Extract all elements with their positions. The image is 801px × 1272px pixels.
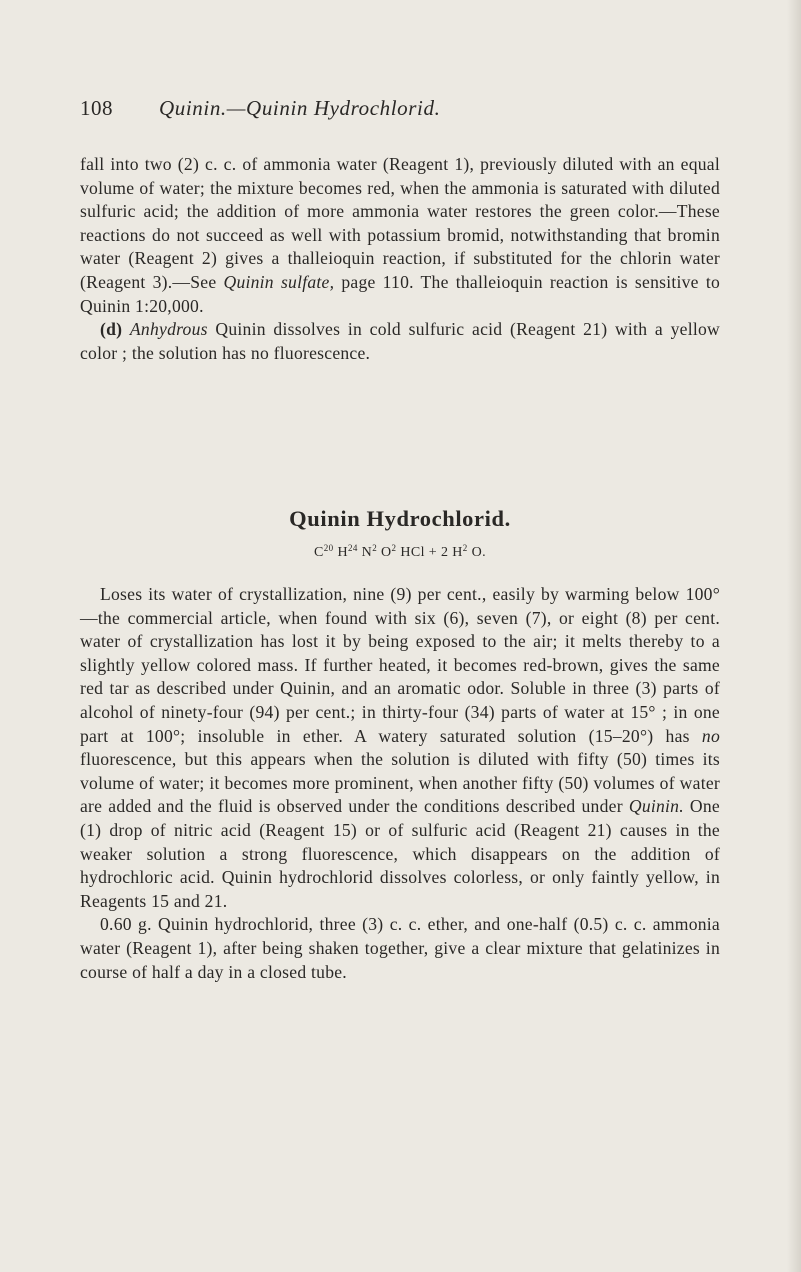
formula-part: HCl + 2 H — [396, 545, 463, 560]
chemical-formula — [80, 543, 720, 561]
text-span: fluorescence, but this appears when the solution is diluted with fifty (50) times its volume of water; it becomes more prominent, when another fifty (50) volumes of water are added and the fluid is observed under the conditions described under — [80, 749, 720, 817]
paragraph-anhydrous — [80, 318, 720, 365]
text-span: fall into two (2) c. c. of ammonia water (Reagent 1), previously diluted with an equal volume of water; the mixture becomes red, when the ammonia is saturated with diluted sulfuric acid; the addition of more ammonia water restores the green color.—These reactions do not succeed as well with potassium bromid, notwithstanding that bromin water (Reagent 2) gives a thalleioquin reaction, if substituted for the chlorin water (Reagent 3).—See — [80, 154, 720, 292]
formula-superscript: 2 — [462, 543, 468, 553]
text-span: Quinin dissolves in cold sulfuric acid (Reagent 21) with a yellow color ; the solution has no fluorescence. — [80, 319, 720, 363]
page-number: 108 — [80, 96, 113, 120]
text-span: page 110. The thalleioquin reaction is sensitive to Quinin 1:20,000. — [80, 271, 721, 316]
italic-term: Anhydrous — [129, 319, 208, 340]
italic-reference: Quinin. — [628, 796, 684, 817]
formula-superscript: 24 — [347, 543, 358, 553]
paragraph-thalleioquin — [80, 153, 720, 318]
formula-part: N — [357, 545, 373, 560]
formula-superscript: 2 — [372, 543, 378, 553]
paragraph-properties — [80, 583, 720, 913]
formula-superscript: 20 — [323, 543, 334, 553]
running-head: Quinin.—Quinin Hydrochlorid. — [159, 96, 441, 120]
italic-reference: Quinin sulfate, — [223, 271, 335, 292]
formula-part: O — [377, 545, 392, 560]
formula-superscript: 2 — [391, 543, 397, 553]
text-span: One (1) drop of nitric acid (Reagent 15) or of sulfuric acid (Reagent 21) causes in the weaker solution a strong fluorescence, which disappears on the addition of hydrochloric acid. Quinin hydrochlorid dissolves colorless, or only faintly yellow, in Reagents 15 and 21. — [80, 796, 720, 911]
italic-term: no — [701, 725, 720, 746]
page-header — [80, 96, 720, 130]
text-span: Loses its water of crystallization, nine (9) per cent., easily by warming below 100°—the commercial article, when found with six (6), seven (7), or eight (8) per cent. water of crystallization has lost it by being exposed to the air; it melts thereby to a slightly yellow colored mass. If further heated, it becomes red-brown, gives the same red tar as described under Quinin, and an aromatic odor. Soluble in three (3) parts of alcohol of ninety-four (94) per cent.; in thirty-four (34) parts of water at 15° ; in one part at 100°; insoluble in ether. A watery saturated solution (15–20°) has — [80, 584, 720, 746]
section-quinin-continued — [80, 153, 720, 365]
section-hydrochlorid — [80, 583, 720, 984]
formula-part: C — [313, 545, 324, 560]
section-heading: Quinin Hydrochlorid. — [289, 506, 511, 531]
item-label: (d) — [100, 319, 123, 340]
page-edge-shadow — [787, 0, 801, 1272]
text-span: 0.60 g. Quinin hydrochlorid, three (3) c. c. ether, and one-half (0.5) c. c. ammonia water (Reagent 1), after being shaken together, give a clear mixture that gelatinizes in course of half a day in a closed tube. — [80, 914, 720, 982]
paragraph-ether-test — [80, 913, 720, 984]
formula-part: H — [333, 545, 348, 560]
formula-part: O. — [467, 545, 486, 560]
